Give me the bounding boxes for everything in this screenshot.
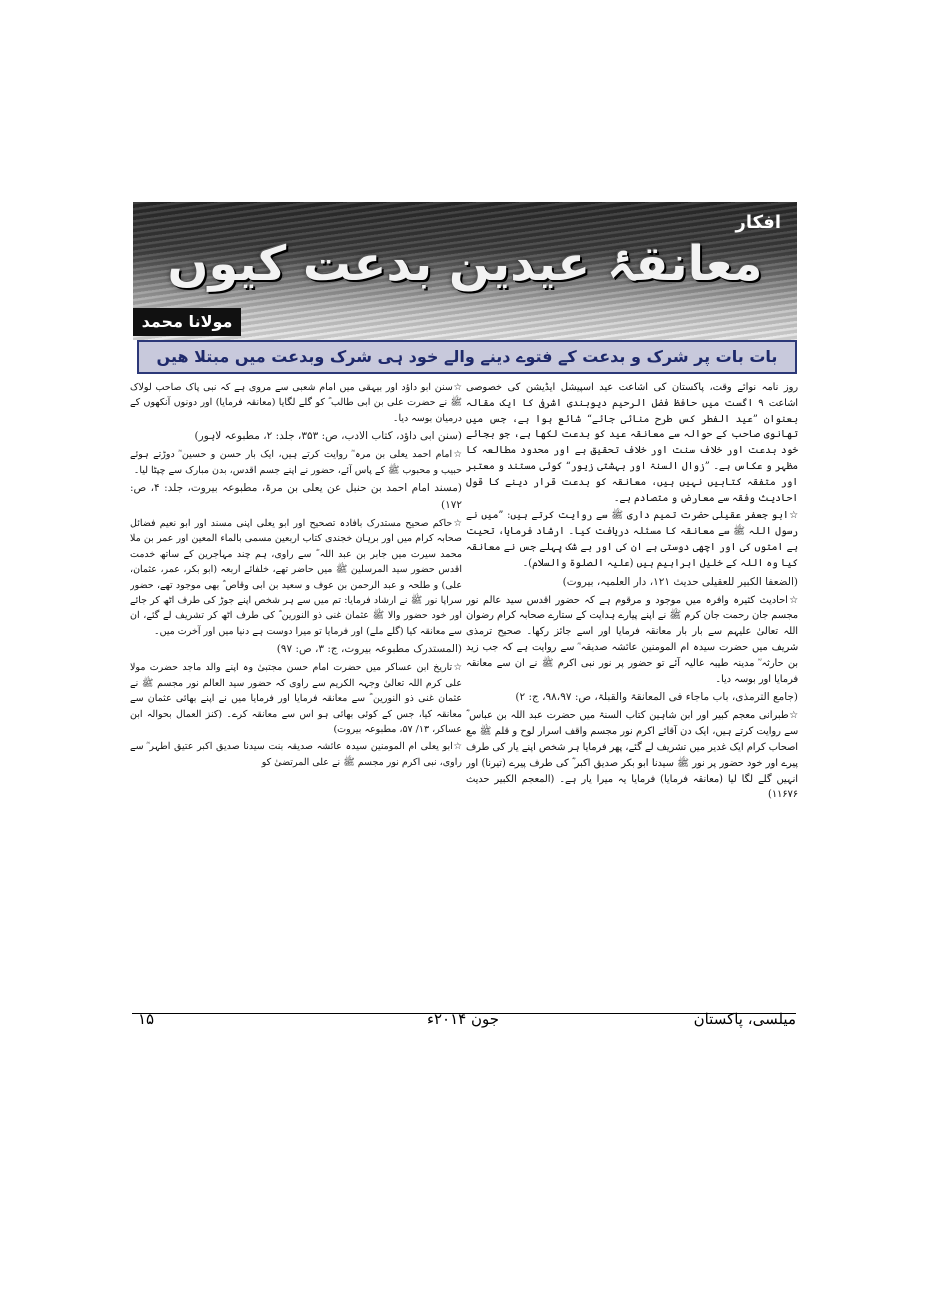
paragraph: ☆حاکم صحیح مستدرک بافادہ تصحیح اور ابو یعلی اپنی مسند اور ابو نعیم فضائل صحابہ کرام میں اور برہان خجندی کتاب اربعین مسمی بالماء المعین اور عمر بن ملا محمد سیرت میں جابر بن عبد اللہ ؓ سے راوی، ہم چند مہاجرین کے ساتھ خدمت اقدس حضور سید المرسلین ﷺ میں حاضر تھے، خلفائے اربعہ (ابو بکر، عمر، عثمان، علی) و طلحہ و عبد الرحمن بن عوف و سعید بن ابی وقاص ؓ بھی موجود تھے، حضور سراپا نور ﷺ نے ارشاد فرمایا: تم میں سے ہر شخص اپنے جوڑ کی طرف اٹھ کر جائے اور خود حضور والا ﷺ عثمان غنی ذو النورین ؓ کی طرف اٹھ کر تشریف لے گئے، ان سے معانقہ کیا (گلے ملے) اور فرمایا تو میرا دوست ہے دنیا میں اور آخرت میں۔ [130, 518, 462, 637]
reference: (المستدرک مطبوعہ بیروت، ج: ۳، ص: ۹۷) [276, 643, 462, 656]
reference: (جامع الترمذی، باب ماجاء فی المعانقۃ والقبلۃ، ص: ۹۸،۹۷، ج: ۲) [515, 691, 798, 704]
reference: (الضعفا الکبیر للعقیلی حدیث ۱۲۱، دار العلمیہ، بیروت) [562, 575, 798, 588]
reference: (مسند امام احمد بن حنبل عن یعلی بن مرۃ، مطبوعہ بیروت، جلد: ۴، ص: ۱۷۲) [130, 482, 462, 512]
footer-date: جون ۲۰۱۴ء [426, 1010, 500, 1028]
article-banner [133, 202, 797, 340]
left-column [130, 380, 462, 805]
paragraph: ☆طبرانی معجم کبیر اور ابن شاہین کتاب السنۃ میں حضرت عبد اللہ بن عباس ؓ سے روایت کرتے ہیں، ایک دن آقائے اکرم نور مجسم واقف اسرار لوح و قلم ﷺ مع اصحاب کرام ایک غدیر میں تشریف لے گئے، پھر فرمایا ہر شخص اپنے یار کی طرف پیرے اور خود حضور پر نور ﷺ سیدنا ابو بکر صدیق اکبر ؓ کی طرف پیرے (تیرنا) اور انہیں گلے لگا لیا (معانقہ فرمایا) فرمایا یہ میرا یار ہے۔ (المعجم الکبیر حدیث ۱۱۶۷۶) [466, 710, 798, 801]
article-subtitle: بات بات پر شرک و بدعت کے فتوے دینے والے خود ہی شرک وبدعت میں مبتلا ھیں [137, 340, 797, 374]
page-number: ۱۵ [138, 1010, 155, 1028]
paragraph: ☆امام احمد یعلی بن مرہ ؓ روایت کرتے ہیں، ایک بار حسن و حسین ؓ دوڑتے ہوئے حبیب و محبوب ﷺ کے پاس آئے، حضور نے اپنے جسم اقدس، بدن مبارک سے چپٹا لیا۔ [130, 449, 462, 476]
paragraph: ☆تاریخ ابن عساکر میں حضرت امام حسن مجتبیٰ وہ اپنے والد ماجد حضرت مولا علی کرم اللہ تعالیٰ وجہہ الکریم سے راوی کہ حضور سید العالم نور مجسم ﷺ نے عثمان غنی ذو النورین ؓ سے معانقہ فرمایا اور فرمایا میں نے اپنے بھائی عثمان سے معانقہ کیا، جس کے کوئی بھائی ہو اس سے معانقہ کرے۔ (کنز العمال بحوالہ ابن عساکر، ۱۳/ ۵۷، مطبوعہ بیروت) [130, 662, 462, 735]
paragraph: ☆احادیث کثیرہ وافرہ میں موجود و مرقوم ہے کہ حضور اقدس سید عالم نور مجسم جان رحمت جان کرم ﷺ نے اپنے پیارے ہدایت کے ستارے صحابہ کرام رضوان اللہ تعالیٰ علیہم سے بار بار معانقہ فرمایا اور اسے جائز رکھا۔ صحیح ترمذی شریف میں حضرت سیدہ ام المومنین عائشہ صدیقہ ؓ سے روایت ہے کہ جب زید بن حارثہ ؓ مدینہ طیبہ عالیہ آئے تو حضور پر نور نبی اکرم ﷺ نے ان سے معانقہ فرمایا اور بوسہ دیا۔ [466, 594, 798, 685]
paragraph: ☆سنن ابو داؤد اور بیہقی میں امام شعبی سے مروی ہے کہ نبی پاک صاحب لولاک ﷺ نے حضرت علی بن ابی طالب ؓ کو گلے لگایا (معانقہ فرمایا) اور دونوں آنکھوں کے درمیان بوسہ دیا۔ [130, 382, 462, 424]
paragraph: ☆ابو جعفر عقیلی حضرت تمیم داری ﷺ سے روایت کرتے ہیں: ”میں نے رسول اللہ ﷺ سے معانقہ کا مسئلہ دریافت کیا۔ ارشاد فرمایا، تحیت ہے امتوں کی اور اچھی دوستی ہے ان کی اور بے شک پہلے جس نے معانقہ کیا وہ اللہ کے خلیل ابراہیم ہیں (علیہ الصلوۃ والسلام)۔ [466, 510, 798, 569]
author-name: مولانا محمد [133, 308, 241, 336]
paragraph: روز نامہ نوائے وقت، پاکستان کی اشاعت عید اسپیشل ایڈیشن کی خصوصی اشاعت ۹ اگست میں حافظ فضل الرحیم دیوبندی اشرفی کا ایک مقالہ بعنوان ”عید الفطر کس طرح منائی جائے“ شائع ہوا ہے، جس میں تھانوی صاحب کے حوالہ سے معانقہ عید کو بدعت لکھا ہے، جو بجائے خود بدعت اور خلاف سنت اور خلاف تحقیق ہے اور محدود مطالعہ کا مظہر و عکاس ہے۔ ”زوال السنۃ اور بہشتی زیور“ کوئی مستند و معتبر اور متفقہ کتابیں نہیں ہیں، معانقہ کو بدعت قرار دینے کا قول احادیث وفقہ سے معارض و متصادم ہے۔ [466, 382, 798, 504]
paragraph: ☆ابو یعلی ام المومنین سیدہ عائشہ صدیقہ بنت سیدنا صدیق اکبر عتیق اطہر ؓ سے راوی، نبی اکرم نور مجسم ﷺ نے علی المرتضیٰ کو [130, 741, 462, 768]
footer-magazine-name: میلسی، پاکستان [693, 1010, 796, 1028]
reference: (سنن ابی داؤد، کتاب الادب، ص: ۳۵۳، جلد: ۲، مطبوعہ لاہور) [194, 430, 462, 443]
right-column [466, 380, 798, 805]
article-title: معانقۂ عیدین بدعت کیوں [167, 236, 763, 292]
section-label: افکار [735, 212, 781, 233]
